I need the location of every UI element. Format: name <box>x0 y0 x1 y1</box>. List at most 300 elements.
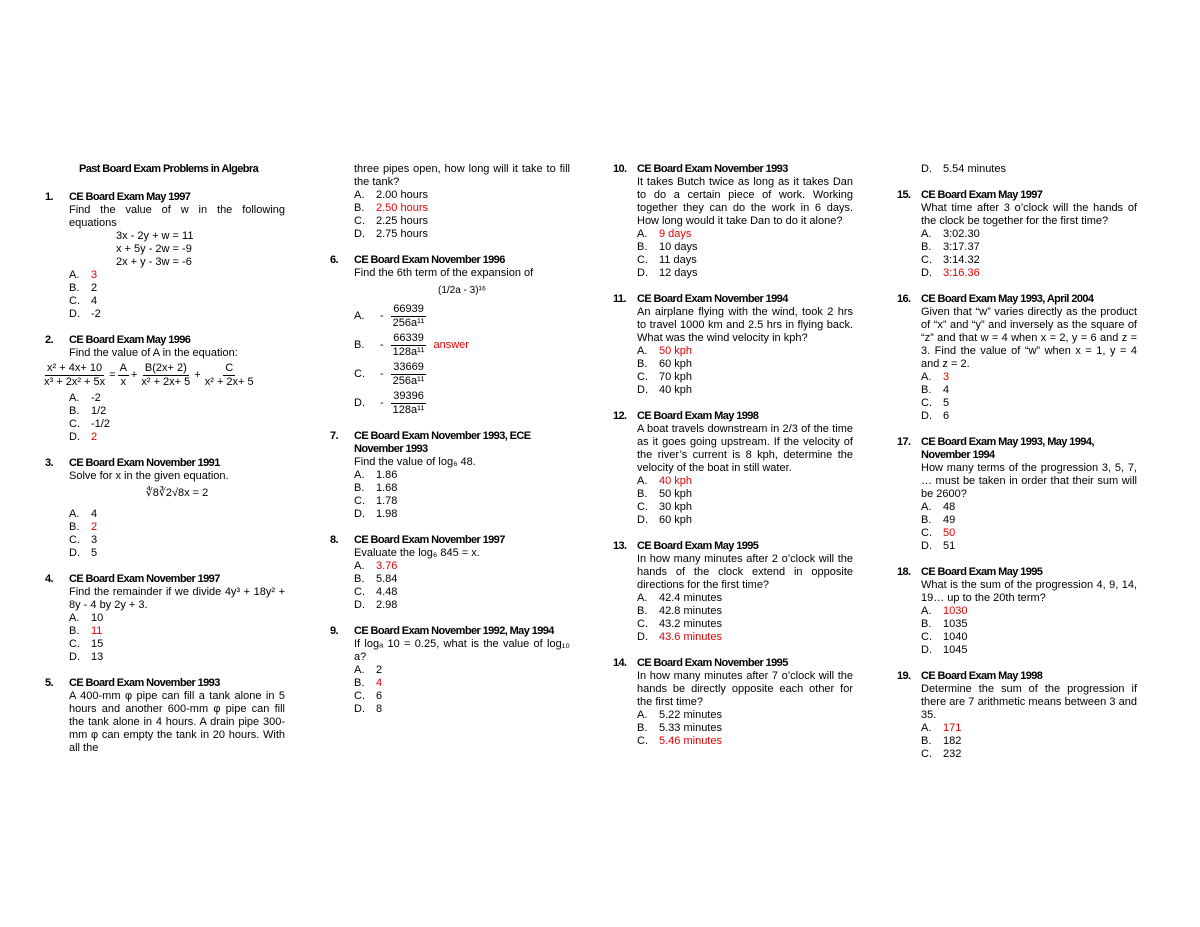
option-letter: B. <box>637 488 648 500</box>
problem-number: 4. <box>45 573 53 585</box>
answer-option <box>637 241 853 254</box>
option-letter: C. <box>354 495 365 507</box>
problem-heading: CE Board Exam May 1993, April 2004 <box>921 293 1094 305</box>
answer-option <box>69 508 285 521</box>
option-letter: B. <box>921 384 932 396</box>
option-value: 15 <box>91 638 104 650</box>
problem-number: 16. <box>897 293 911 305</box>
answer-option <box>354 202 570 215</box>
problem-number: 12. <box>613 410 627 422</box>
answer-option <box>637 488 853 501</box>
answer-option <box>69 521 285 534</box>
option-letter: A. <box>69 612 80 624</box>
option-value: 1035 <box>943 618 968 630</box>
column-4 <box>897 163 1137 774</box>
option-letter: D. <box>921 267 932 279</box>
option-value: 13 <box>91 651 104 663</box>
fraction: $\frac{A}{x}$ <box>119 362 127 388</box>
answer-option <box>637 358 853 371</box>
option-letter: B. <box>354 482 365 494</box>
problem-heading: CE Board Exam November 1997 <box>354 534 505 546</box>
problem-text: Find the 6th term of the expansion of <box>354 267 534 279</box>
option-letter: B. <box>69 405 80 417</box>
answer-option <box>637 371 853 384</box>
answer-option <box>921 267 1137 280</box>
problem-text: In how many minutes after 2 o’clock will the hands of the clock extend in opposite directions for the first time? <box>637 553 853 591</box>
answer-options <box>354 664 570 716</box>
problem-text-continued: three pipes open, how long will it take to fill the tank? <box>354 163 570 188</box>
option-value: 10 <box>91 612 104 624</box>
answer-options <box>354 560 570 612</box>
problem-heading: CE Board Exam November 1996 <box>354 254 505 266</box>
equation-line: x + 5y - 2w = -9 <box>116 243 192 255</box>
option-value-answer: 50 kph <box>659 345 693 357</box>
answer-option <box>69 547 285 560</box>
answer-option <box>69 651 285 664</box>
answer-option <box>637 384 853 397</box>
option-value: 11 days <box>659 254 697 266</box>
option-letter: D. <box>637 631 648 643</box>
numerator: 66339 <box>393 332 424 344</box>
answer-option <box>69 269 285 282</box>
option-letter: B. <box>354 573 365 585</box>
problem-4 <box>45 573 285 664</box>
answer-option <box>921 605 1137 618</box>
problem-16 <box>897 293 1137 423</box>
answer-option <box>921 254 1137 267</box>
problem-number: 7. <box>330 430 338 442</box>
option-value: 2 <box>376 664 383 676</box>
option-value: 5.84 <box>376 573 398 585</box>
answer-option <box>921 722 1137 735</box>
denominator: 128a¹¹ <box>392 404 425 416</box>
answer-option <box>921 384 1137 397</box>
option-letter: D. <box>69 431 80 443</box>
answer-option <box>354 690 570 703</box>
equation-system <box>69 230 285 269</box>
column-3 <box>613 163 853 761</box>
problem-14-continued <box>897 163 1137 176</box>
answer-option <box>354 664 570 677</box>
answer-option <box>921 241 1137 254</box>
option-value: -2 <box>91 308 101 320</box>
option-letter: D. <box>354 599 365 611</box>
answer-option <box>354 560 570 573</box>
option-letter: D. <box>637 384 648 396</box>
option-value: 1045 <box>943 644 968 656</box>
column-1 <box>45 163 285 768</box>
option-value: 49 <box>943 514 956 526</box>
option-value: 43.2 minutes <box>659 618 722 630</box>
problem-7 <box>330 430 570 521</box>
option-value: 50 kph <box>659 488 693 500</box>
option-value: 10 days <box>659 241 698 253</box>
option-value: 5 <box>91 547 98 559</box>
partial-fraction-equation: $\frac{\text{x² + 4x+ 10}}{\text{x³ + 2x² + 5x}}$ = $\frac{A}{x}$ + $\frac{B(2x+ 2)}{\text{x² + 2x+ 5}}$ + $\frac{C}{\text{x² + 2x+ 5}}$ <box>44 362 254 388</box>
answer-option <box>354 303 570 330</box>
option-letter: B. <box>637 241 648 253</box>
option-value: 8 <box>376 703 383 715</box>
minus-sign: - <box>380 310 384 322</box>
problem-heading: CE Board Exam November 1993 <box>637 163 788 175</box>
option-value: 2 <box>91 282 98 294</box>
problem-text: It takes Butch twice as long as it takes Dan to do a certain piece of work. Working together they can do the work in 6 days. How long would it take Dan to do it alone? <box>637 176 853 227</box>
option-value-answer: 3.76 <box>376 560 398 572</box>
answer-option <box>921 501 1137 514</box>
option-letter: C. <box>921 748 932 760</box>
problem-heading: CE Board Exam November 1994 <box>637 293 788 305</box>
option-letter: C. <box>354 215 365 227</box>
problem-text: Given that “w” varies directly as the product of “x” and “y” and inversely as the square of “z” and that w = 4 when x = 2, y = 6 and z = 3. Find the value of “w” when x = 1, y = 4 and z = 2. <box>921 306 1137 370</box>
problem-text: Find the remainder if we divide 4y³ + 18y² + 8y - 4 by 2y + 3. <box>69 586 285 611</box>
problem-text: What time after 3 o’clock will the hands of the clock be together for the first time? <box>921 202 1137 227</box>
problem-text: How many terms of the progression 3, 5, 7, … must be taken in order that their sum will be 2600? <box>921 462 1137 500</box>
problem-19 <box>897 670 1137 761</box>
problem-number: 17. <box>897 436 911 448</box>
option-letter: C. <box>637 618 648 630</box>
answer-options <box>921 501 1137 553</box>
answer-options <box>69 612 285 664</box>
option-value: 2.25 hours <box>376 215 428 227</box>
answer-options <box>354 189 570 241</box>
option-letter: D. <box>637 267 648 279</box>
option-value-answer: 3:16.36 <box>943 267 980 279</box>
answer-option <box>637 501 853 514</box>
answer-option <box>354 677 570 690</box>
fraction <box>391 303 427 330</box>
problem-heading: CE Board Exam May 1996 <box>69 334 191 346</box>
problem-number: 6. <box>330 254 338 266</box>
answer-option <box>637 722 853 735</box>
option-value-answer: 9 days <box>659 228 692 240</box>
answer-option <box>354 332 570 359</box>
option-letter: B. <box>637 358 648 370</box>
option-value: 5.22 minutes <box>659 709 722 721</box>
answer-option <box>354 390 570 417</box>
problem-text: A boat travels downstream in 2/3 of the time as it goes going upstream. If the velocity of the river’s current is 8 kph, determine the velocity of the boat in still water. <box>637 423 853 474</box>
option-letter: B. <box>69 625 80 637</box>
problem-2 <box>45 334 285 444</box>
answer-option <box>921 644 1137 657</box>
option-value: 232 <box>943 748 962 760</box>
option-letter: D. <box>921 644 932 656</box>
problem-text: Evaluate the log₆ 845 = x. <box>354 547 480 559</box>
problem-17 <box>897 436 1137 553</box>
problem-text: Find the value of log₆ 48. <box>354 456 476 468</box>
option-letter: C. <box>69 418 80 430</box>
answer-option <box>354 228 570 241</box>
problem-number: 2. <box>45 334 53 346</box>
option-value: 40 kph <box>659 384 693 396</box>
answer-option <box>637 592 853 605</box>
problem-6 <box>330 254 570 417</box>
answer-options <box>354 303 570 417</box>
minus-sign: - <box>380 368 384 380</box>
answer-option <box>921 631 1137 644</box>
problem-number: 1. <box>45 191 53 203</box>
answer-option <box>69 612 285 625</box>
answer-options <box>69 508 285 560</box>
problem-number: 14. <box>613 657 627 669</box>
option-letter: C. <box>354 368 365 380</box>
answer-option <box>637 345 853 358</box>
problem-11 <box>613 293 853 397</box>
option-letter: B. <box>69 521 80 533</box>
problem-number: 11. <box>613 293 626 305</box>
option-value: -1/2 <box>91 418 110 430</box>
problem-heading: CE Board Exam May 1993, May 1994, November 1994 <box>921 436 1094 461</box>
option-letter: A. <box>921 722 932 734</box>
option-letter: A. <box>921 228 932 240</box>
answer-options <box>637 228 853 280</box>
answer-option <box>354 482 570 495</box>
fraction: $\frac{\text{x² + 4x+ 10}}{\text{x³ + 2x² + 5x}}$ <box>44 362 106 388</box>
answer-options <box>637 345 853 397</box>
option-value: 1/2 <box>91 405 107 417</box>
option-letter: D. <box>354 397 365 409</box>
problem-text: Find the value of A in the equation: <box>69 347 238 359</box>
minus-sign: - <box>380 339 384 351</box>
answer-option <box>921 735 1137 748</box>
option-value: 2.98 <box>376 599 398 611</box>
minus-sign: - <box>380 397 384 409</box>
answer-options <box>921 605 1137 657</box>
answer-option <box>637 735 853 748</box>
option-value-answer: 43.6 minutes <box>659 631 722 643</box>
answer-option <box>637 618 853 631</box>
answer-option <box>69 295 285 308</box>
answer-option <box>354 703 570 716</box>
answer-option <box>637 254 853 267</box>
problem-5 <box>45 677 285 755</box>
problem-12 <box>613 410 853 527</box>
option-letter: B. <box>69 282 80 294</box>
problem-heading: CE Board Exam May 1995 <box>921 566 1043 578</box>
option-value: 4 <box>91 508 98 520</box>
answer-option <box>354 495 570 508</box>
answer-option <box>637 631 853 644</box>
option-letter: A. <box>354 664 365 676</box>
option-value-answer: 2 <box>91 431 98 443</box>
problem-heading: CE Board Exam November 1993, ECE November 1993 <box>354 430 531 455</box>
problem-8 <box>330 534 570 612</box>
option-letter: D. <box>69 547 80 559</box>
problem-number: 10. <box>613 163 627 175</box>
option-value: 2.00 hours <box>376 189 428 201</box>
answer-option <box>921 371 1137 384</box>
option-letter: A. <box>69 269 80 281</box>
problem-heading: CE Board Exam November 1995 <box>637 657 788 669</box>
problem-heading: CE Board Exam November 1992, May 1994 <box>354 625 554 637</box>
problem-text: Find the value of w in the following equations <box>69 204 285 229</box>
answer-option <box>354 599 570 612</box>
problem-5-continued <box>330 163 570 241</box>
option-letter: B. <box>921 735 932 747</box>
answer-option <box>921 410 1137 423</box>
fraction: $\frac{B(2x+ 2)}{\text{x² + 2x+ 5}}$ <box>141 362 191 388</box>
option-letter: D. <box>921 410 932 422</box>
answer-option <box>69 308 285 321</box>
option-value: 3:17.37 <box>943 241 980 253</box>
answer-option <box>354 215 570 228</box>
option-letter: C. <box>921 254 932 266</box>
option-letter: A. <box>69 392 80 404</box>
problem-14 <box>613 657 853 748</box>
answer-option <box>69 534 285 547</box>
answer-option <box>354 361 570 388</box>
fraction: $\frac{C}{\text{x² + 2x+ 5}}$ <box>204 362 254 388</box>
answer-option <box>921 540 1137 553</box>
problem-text: A 400-mm φ pipe can fill a tank alone in 5 hours and another 600-mm φ pipe can fill the tank alone in 4 hours. A drain pipe 300-mm φ can empty the tank in 20 hours. With all the <box>69 690 285 754</box>
numerator: 33669 <box>393 361 424 373</box>
answer-option <box>921 748 1137 761</box>
option-letter: A. <box>921 501 932 513</box>
answer-option <box>637 709 853 722</box>
option-letter: A. <box>921 371 932 383</box>
option-value: 30 kph <box>659 501 693 513</box>
option-letter: C. <box>69 534 80 546</box>
answer-option <box>354 189 570 202</box>
option-letter: A. <box>637 345 648 357</box>
option-letter: D. <box>69 651 80 663</box>
answer-option <box>69 638 285 651</box>
answer-option <box>69 405 285 418</box>
denominator: 256a¹¹ <box>392 375 425 387</box>
option-value: 3:02.30 <box>943 228 980 240</box>
fraction <box>391 361 427 388</box>
option-value-answer: 2.50 hours <box>376 202 428 214</box>
option-value-answer: 1030 <box>943 605 968 617</box>
option-value: 3:14.32 <box>943 254 980 266</box>
option-value: 60 kph <box>659 514 693 526</box>
option-letter: A. <box>637 475 648 487</box>
option-letter: C. <box>354 586 365 598</box>
option-value: 42.8 minutes <box>659 605 722 617</box>
option-value: 51 <box>943 540 956 552</box>
answer-option <box>354 586 570 599</box>
answer-option <box>69 418 285 431</box>
option-value-answer: 40 kph <box>659 475 693 487</box>
problem-13 <box>613 540 853 644</box>
option-value: 4.48 <box>376 586 398 598</box>
problem-number: 19. <box>897 670 911 682</box>
column-2 <box>330 163 570 729</box>
answer-options <box>354 469 570 521</box>
option-letter: A. <box>354 560 365 572</box>
option-letter: C. <box>637 254 648 266</box>
option-letter: A. <box>354 310 365 322</box>
answer-option <box>637 475 853 488</box>
answer-options <box>637 592 853 644</box>
option-letter: C. <box>637 735 648 747</box>
option-letter: B. <box>921 618 932 630</box>
binomial-expression: (1/2a - 3)¹⁶ <box>437 285 487 296</box>
radical-equation: ∜8∛2√8x = 2 <box>145 487 209 499</box>
answer-option <box>637 514 853 527</box>
option-letter: B. <box>637 605 648 617</box>
option-value: 2.75 hours <box>376 228 428 240</box>
option-letter: A. <box>69 508 80 520</box>
option-letter: A. <box>637 709 648 721</box>
problem-text: An airplane flying with the wind, took 2 hrs to travel 1000 km and 2.5 hrs in flying back. What was the wind velocity in kph? <box>637 306 853 344</box>
option-value-answer: 3 <box>943 371 950 383</box>
fraction <box>391 390 427 417</box>
problem-number: 13. <box>613 540 627 552</box>
problem-9 <box>330 625 570 716</box>
option-letter: A. <box>637 228 648 240</box>
answer-option <box>354 508 570 521</box>
answer-option <box>637 605 853 618</box>
option-letter: C. <box>921 631 932 643</box>
problem-heading: CE Board Exam May 1997 <box>69 191 191 203</box>
problem-heading: CE Board Exam May 1997 <box>921 189 1043 201</box>
option-letter: C. <box>69 295 80 307</box>
problem-number: 18. <box>897 566 911 578</box>
denominator: 128a¹¹ <box>392 346 425 358</box>
option-value-answer: 171 <box>943 722 962 734</box>
option-letter: D. <box>354 703 365 715</box>
option-value-answer: 50 <box>943 527 956 539</box>
option-letter: B. <box>921 241 932 253</box>
option-value: 1.86 <box>376 469 398 481</box>
problem-heading: CE Board Exam May 1998 <box>637 410 759 422</box>
answer-options <box>637 709 853 748</box>
problem-heading: CE Board Exam November 1993 <box>69 677 220 689</box>
option-letter: D. <box>69 308 80 320</box>
problem-number: 15. <box>897 189 911 201</box>
answer-option <box>69 282 285 295</box>
numerator: 39396 <box>393 390 424 402</box>
option-value: 70 kph <box>659 371 693 383</box>
problem-text: If logₐ 10 = 0.25, what is the value of log₁₀ a? <box>354 638 570 663</box>
option-value: 1.68 <box>376 482 398 494</box>
option-letter: A. <box>921 605 932 617</box>
answer-options <box>69 269 285 321</box>
option-value: 48 <box>943 501 956 513</box>
problem-1 <box>45 191 285 321</box>
answer-option <box>69 625 285 638</box>
option-value: 42.4 minutes <box>659 592 722 604</box>
option-letter: A. <box>637 592 648 604</box>
answer-option <box>69 431 285 444</box>
option-value-answer: 11 <box>91 625 103 637</box>
option-letter: B. <box>921 514 932 526</box>
problem-text: What is the sum of the progression 4, 9, 14, 19… up to the 20th term? <box>921 579 1137 604</box>
option-value: 6 <box>376 690 383 702</box>
option-value-answer: 5.46 minutes <box>659 735 722 747</box>
answer-option: D. 5.54 minutes <box>921 163 1006 175</box>
option-letter: A. <box>354 469 365 481</box>
option-value-answer: 3 <box>91 269 98 281</box>
answer-option <box>921 228 1137 241</box>
problem-number: 3. <box>45 457 53 469</box>
option-value: -2 <box>91 392 101 404</box>
option-letter: C. <box>921 527 932 539</box>
answer-option <box>921 527 1137 540</box>
equation-line: 2x + y - 3w = -6 <box>116 256 192 268</box>
fraction <box>391 332 427 359</box>
option-value: 4 <box>943 384 950 396</box>
option-letter: D. <box>354 228 365 240</box>
option-letter: B. <box>354 339 365 351</box>
answer-option <box>354 573 570 586</box>
page-title: Past Board Exam Problems in Algebra <box>79 163 259 175</box>
option-value-answer: 2 <box>91 521 98 533</box>
option-letter: C. <box>354 690 365 702</box>
problem-10 <box>613 163 853 280</box>
answer-option <box>69 392 285 405</box>
numerator: 66939 <box>393 303 424 315</box>
